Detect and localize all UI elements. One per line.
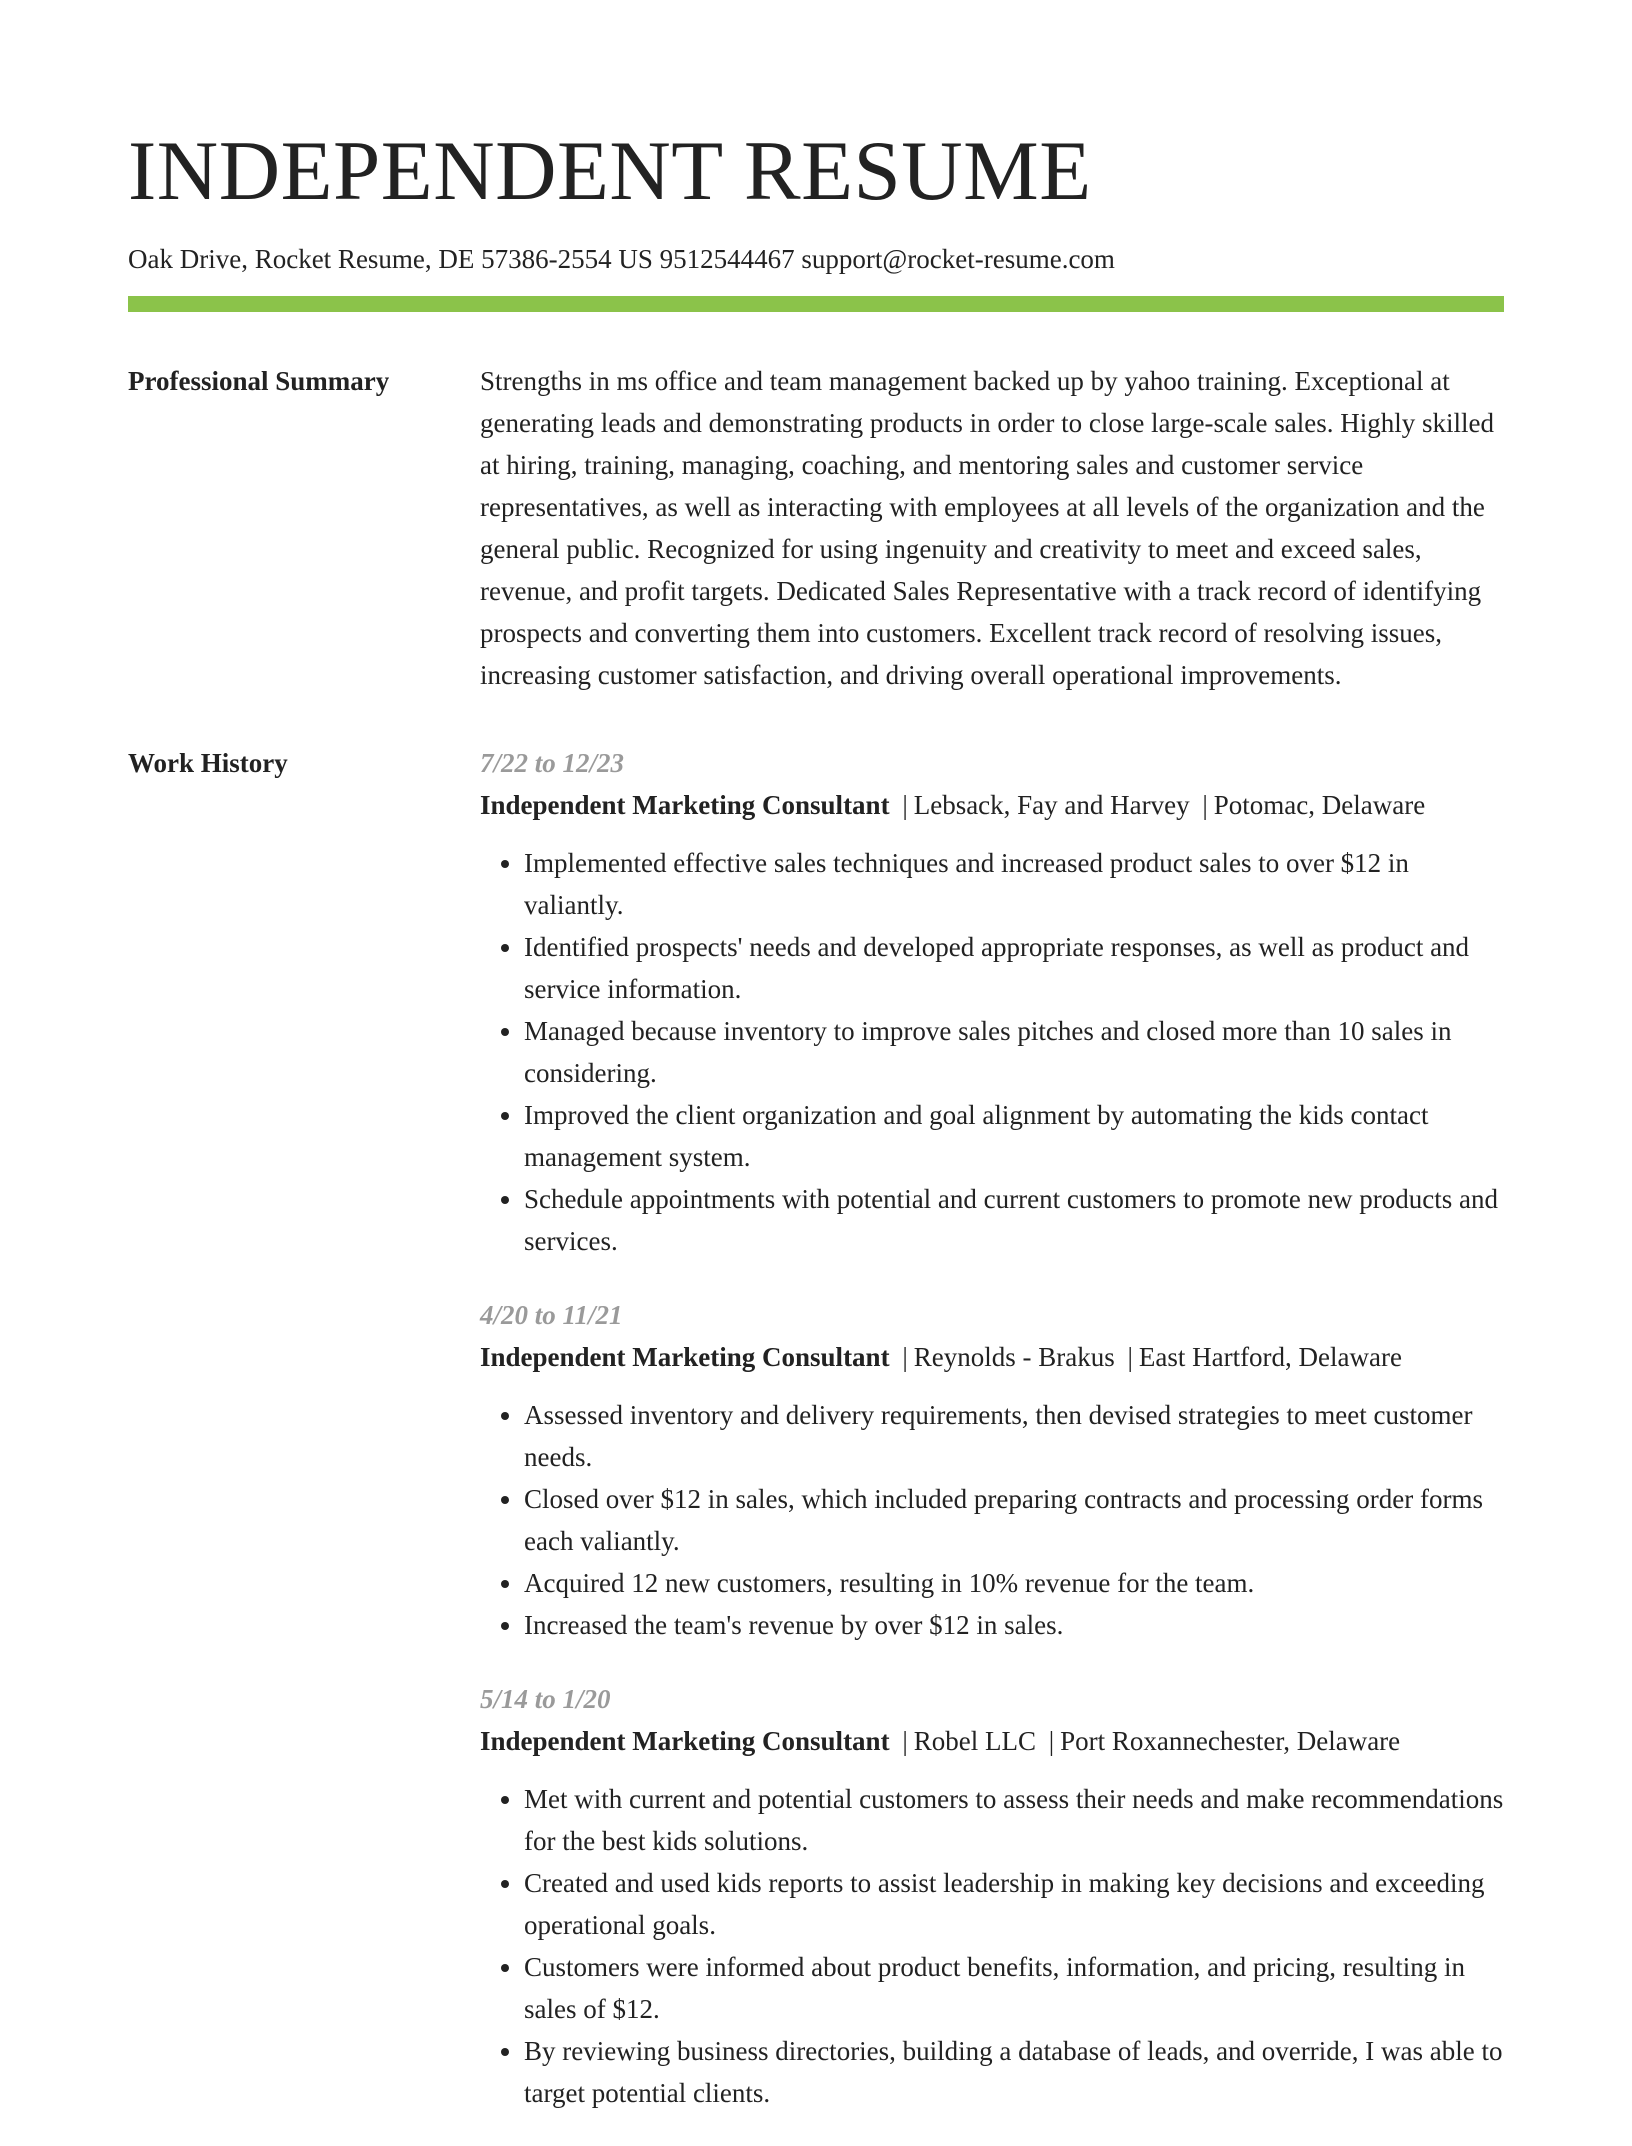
separator: | [1127,1342,1133,1372]
job-bullets [480,1778,1504,2114]
job-company: Reynolds - Brakus [913,1342,1115,1372]
job-bullet: • Met with current and potential customers to assess their needs and make recommendations for the best kids solutions. [524,1778,1504,1862]
job-entry [480,1678,1504,2114]
job-heading [480,1720,1504,1762]
resume-name: INDEPENDENT RESUME [128,124,1092,218]
job-entry [480,742,1504,1262]
job-dates: 5/14 to 1/20 [480,1684,611,1714]
job-title: Independent Marketing Consultant [480,1726,890,1756]
job-bullet: • Implemented effective sales techniques and increased product sales to over $12 in valiantly. [524,842,1504,926]
job-bullet: • Assessed inventory and delivery requirements, then devised strategies to meet customer needs. [524,1394,1504,1478]
separator: | [1048,1726,1055,1756]
separator: | [902,790,908,820]
job-bullet: • Acquired 12 new customers, resulting in 10% revenue for the team. [524,1562,1504,1604]
section-label-work-history: Work History [128,748,288,778]
job-dates: 7/22 to 12/23 [480,748,625,778]
job-dates: 4/20 to 11/21 [480,1300,623,1330]
job-heading [480,784,1504,826]
work-history-body [480,742,1504,2146]
section-label-summary: Professional Summary [128,366,390,396]
job-bullet: • By reviewing business directories, building a database of leads, and override, I was able to target potential clients. [524,2030,1504,2114]
professional-summary-section [128,360,1504,696]
job-title: Independent Marketing Consultant [480,1342,890,1372]
job-company: Lebsack, Fay and Harvey [913,790,1190,820]
job-heading [480,1336,1504,1378]
separator: | [902,1342,908,1372]
job-location: Potomac, Delaware [1213,790,1426,820]
job-bullet: • Managed because inventory to improve sales pitches and closed more than 10 sales in considering. [524,1010,1504,1094]
job-bullets [480,1394,1504,1646]
job-bullet: • Created and used kids reports to assist leadership in making key decisions and exceeding operational goals. [524,1862,1504,1946]
job-bullet: • Improved the client organization and goal alignment by automating the kids contact management system. [524,1094,1504,1178]
job-bullets [480,842,1504,1262]
summary-body [480,360,1504,696]
job-entry [480,1294,1504,1646]
job-title: Independent Marketing Consultant [480,790,890,820]
job-bullet: • Increased the team's revenue by over $12 in sales. [524,1604,1504,1646]
job-location: East Hartford, Delaware [1138,1342,1402,1372]
job-company: Robel LLC [913,1726,1036,1756]
job-bullet: • Schedule appointments with potential and current customers to promote new products and services. [524,1178,1504,1262]
job-bullet: • Identified prospects' needs and developed appropriate responses, as well as product and service information. [524,926,1504,1010]
job-bullet: • Customers were informed about product benefits, information, and pricing, resulting in sales of $12. [524,1946,1504,2030]
summary-text: Strengths in ms office and team management backed up by yahoo training. Exceptional at generating leads and demonstrating products in order to close large-scale sales. Highly skilled at hiring, training, managing, coaching, and mentoring sales and customer service representatives, as well as interacting with employees at all levels of the organization and the general public. Recognized for using ingenuity and creativity to meet and exceed sales, revenue, and profit targets. Dedicated Sales Representative with a track record of identifying prospects and converting them into customers. Excellent track record of resolving issues, increasing customer satisfaction, and driving overall operational improvements. [480,366,1494,690]
separator: | [1202,790,1208,820]
work-history-section [128,742,1504,2146]
job-location: Port Roxannechester, Delaware [1060,1726,1401,1756]
job-bullet: • Closed over $12 in sales, which included preparing contracts and processing order forms each valiantly. [524,1478,1504,1562]
separator: | [902,1726,908,1756]
resume-page [128,0,1504,2146]
header-accent-rule [128,296,1504,312]
contact-line: Oak Drive, Rocket Resume, DE 57386-2554 US 9512544467 support@rocket-resume.com [128,244,1115,274]
